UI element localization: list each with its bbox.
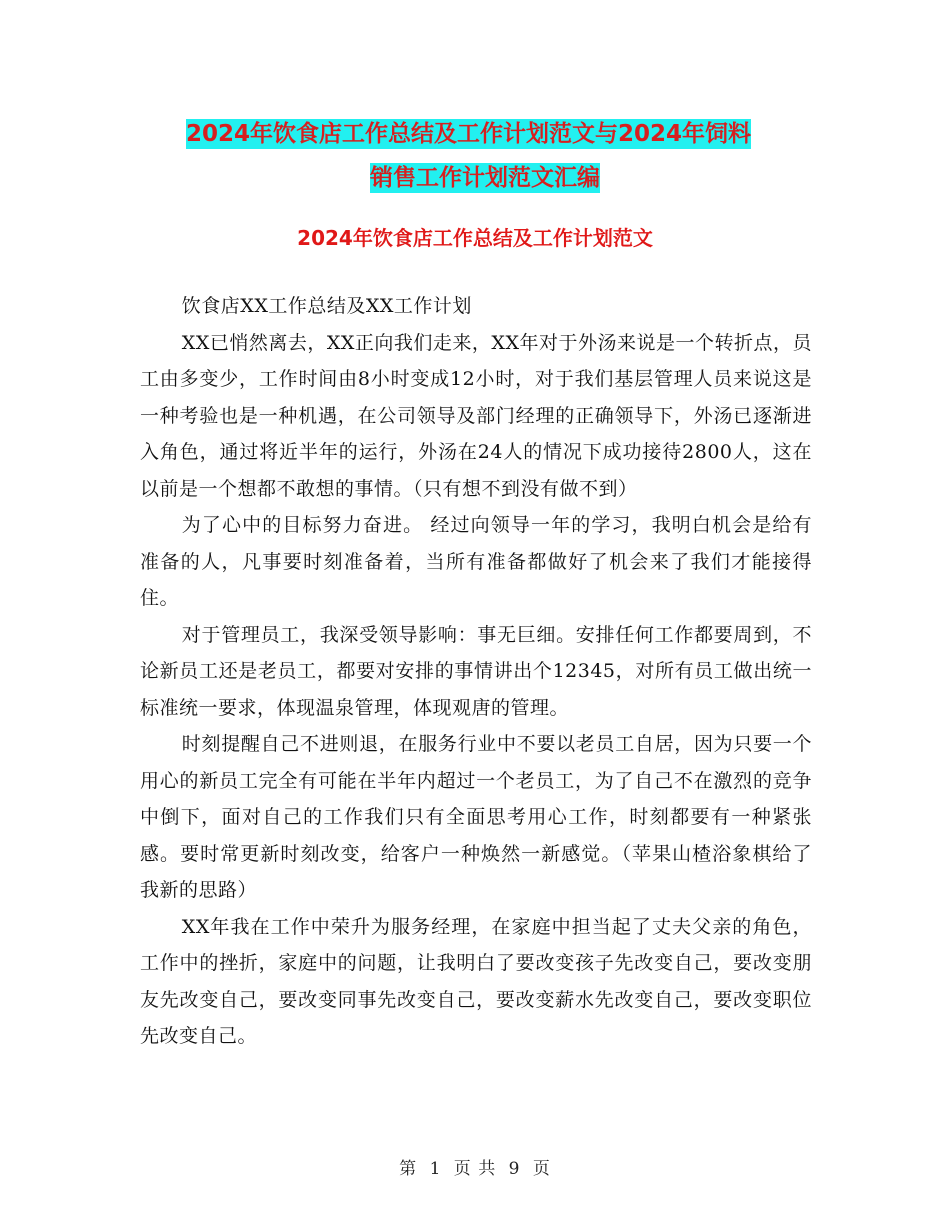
- footer-prefix: 第: [399, 1159, 418, 1179]
- page-footer: [0, 1154, 950, 1179]
- paragraph: XX年我在工作中荣升为服务经理，在家庭中担当起了丈夫父亲的角色，工作中的挫折，家庭中的问题，让我明白了要改变孩子先改变自己，要改变朋友先改变自己，要改变同事先改变自己，要改变薪水先改变自己，要改变职位先改变自己。: [140, 915, 812, 1047]
- footer-total-pages: 9: [508, 1159, 521, 1179]
- footer-middle: 页 共: [453, 1159, 497, 1179]
- title-line-2: 销售工作计划范文汇编: [370, 165, 600, 191]
- paragraph: XX已悄然离去，XX正向我们走来，XX年对于外汤来说是一个转折点，员工由多变少，工作时间由8小时变成12小时，对于我们基层管理人员来说这是一种考验也是一种机遇，在公司领导及部门经理的正确领导下，外汤已逐渐进入角色，通过将近半年的运行，外汤在24人的情况下成功接待2800人，这在以前是一个想都不敢想的事情。（只有想不到没有做不到）: [140, 331, 812, 500]
- document-title: [140, 112, 830, 200]
- title-line-1: 2024年饮食店工作总结及工作计划范文与2024年饲料: [186, 121, 752, 147]
- paragraph: 饮食店XX工作总结及XX工作计划: [181, 295, 472, 317]
- document-body: [140, 288, 812, 1055]
- paragraph: 时刻提醒自己不进则退，在服务行业中不要以老员工自居，因为只要一个用心的新员工完全有可能在半年内超过一个老员工，为了自己不在激烈的竞争中倒下，面对自己的工作我们只有全面思考用心工作，时刻都要有一种紧张感。要时常更新时刻改变，给客户一种焕然一新感觉。（苹果山楂浴象棋给了我新的思路）: [140, 733, 812, 901]
- paragraph: 对于管理员工，我深受领导影响：事无巨细。安排任何工作都要周到，不论新员工还是老员工，都要对安排的事情讲出个12345，对所有员工做出统一标准统一要求，体现温泉管理，体现观唐的管理。: [140, 623, 812, 719]
- paragraph: 为了心中的目标努力奋进。 经过向领导一年的学习，我明白机会是给有准备的人，凡事要时刻准备着，当所有准备都做好了机会来了我们才能接得住。: [140, 514, 812, 609]
- footer-suffix: 页: [532, 1159, 551, 1179]
- section-title: 2024年饮食店工作总结及工作计划范文: [297, 226, 653, 250]
- footer-page-number: 1: [429, 1159, 442, 1179]
